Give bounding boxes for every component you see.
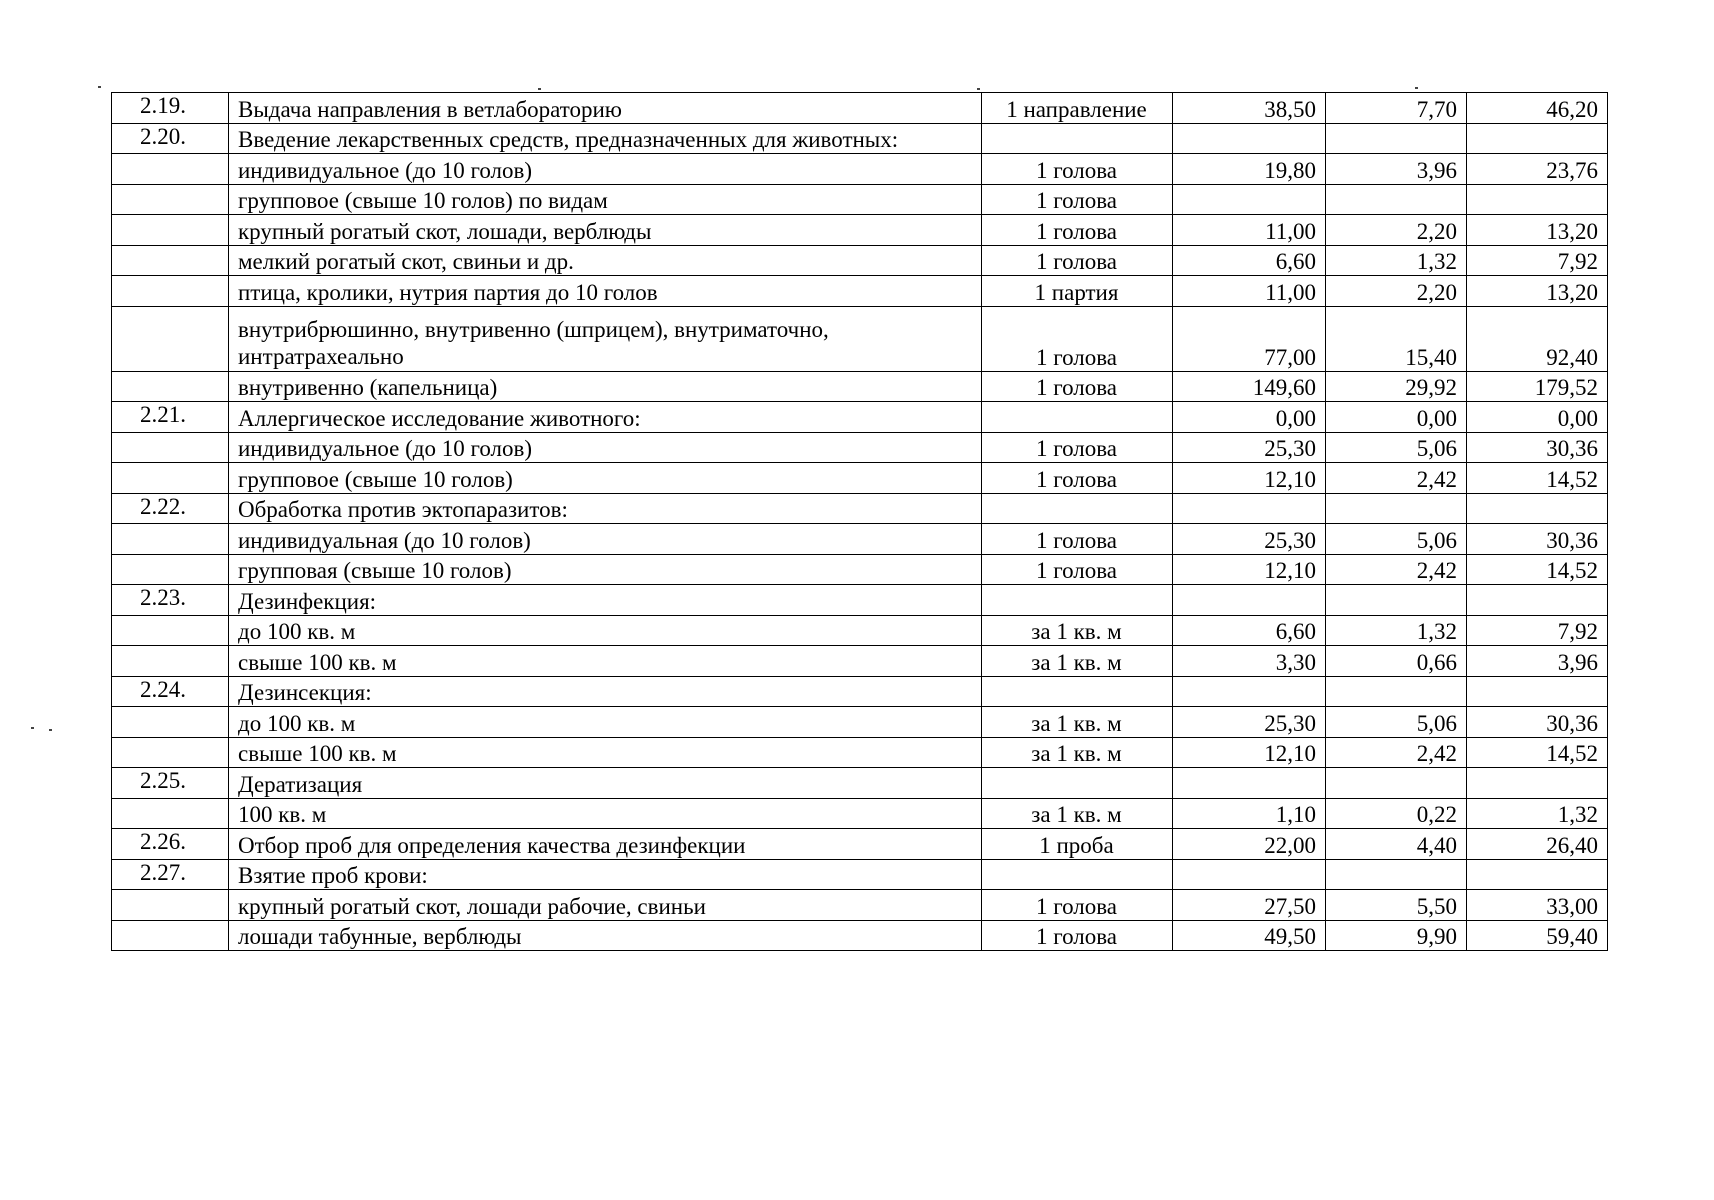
service-description: внутрибрюшинно, внутривенно (шприцем), внутриматочно, интратрахеально [229, 306, 982, 371]
unit-of-measure [982, 493, 1173, 524]
price-without-vat: 22,00 [1173, 829, 1326, 860]
scan-speck [538, 88, 541, 90]
table-row [112, 524, 1608, 555]
unit-of-measure: 1 голова [982, 524, 1173, 555]
price-with-vat: 14,52 [1467, 737, 1608, 768]
item-number: 2.22. [112, 493, 229, 524]
vat-amount: 0,22 [1326, 798, 1467, 829]
vat-amount: 2,42 [1326, 737, 1467, 768]
table-row [112, 93, 1608, 124]
table-row [112, 215, 1608, 246]
unit-of-measure [982, 859, 1173, 890]
service-description: индивидуальная (до 10 голов) [229, 524, 982, 555]
table-row [112, 432, 1608, 463]
item-number [112, 154, 229, 185]
table-row [112, 402, 1608, 433]
vat-amount: 2,20 [1326, 276, 1467, 307]
price-with-vat: 30,36 [1467, 524, 1608, 555]
price-with-vat: 26,40 [1467, 829, 1608, 860]
price-with-vat [1467, 493, 1608, 524]
item-number [112, 615, 229, 646]
price-without-vat [1173, 184, 1326, 215]
price-with-vat: 0,00 [1467, 402, 1608, 433]
service-description: птица, кролики, нутрия партия до 10 голов [229, 276, 982, 307]
unit-of-measure: 1 голова [982, 890, 1173, 921]
unit-of-measure: за 1 кв. м [982, 646, 1173, 677]
vat-amount: 4,40 [1326, 829, 1467, 860]
item-number [112, 890, 229, 921]
vat-amount: 5,06 [1326, 432, 1467, 463]
service-description: до 100 кв. м [229, 707, 982, 738]
service-description: групповое (свыше 10 голов) по видам [229, 184, 982, 215]
scan-speck [977, 88, 980, 90]
price-without-vat: 12,10 [1173, 737, 1326, 768]
price-without-vat: 6,60 [1173, 245, 1326, 276]
table-row [112, 245, 1608, 276]
vat-amount: 2,20 [1326, 215, 1467, 246]
table-row [112, 920, 1608, 951]
item-number [112, 371, 229, 402]
vat-amount: 9,90 [1326, 920, 1467, 951]
price-without-vat: 149,60 [1173, 371, 1326, 402]
service-description: внутривенно (капельница) [229, 371, 982, 402]
item-number [112, 245, 229, 276]
unit-of-measure: 1 голова [982, 245, 1173, 276]
item-number [112, 276, 229, 307]
table-row [112, 276, 1608, 307]
vat-amount [1326, 493, 1467, 524]
service-description: свыше 100 кв. м [229, 646, 982, 677]
service-description: до 100 кв. м [229, 615, 982, 646]
price-with-vat [1467, 123, 1608, 154]
price-without-vat: 49,50 [1173, 920, 1326, 951]
price-with-vat [1467, 676, 1608, 707]
unit-of-measure: за 1 кв. м [982, 615, 1173, 646]
unit-of-measure [982, 123, 1173, 154]
service-description: 100 кв. м [229, 798, 982, 829]
unit-of-measure: 1 партия [982, 276, 1173, 307]
price-with-vat [1467, 184, 1608, 215]
price-without-vat [1173, 859, 1326, 890]
price-with-vat: 14,52 [1467, 463, 1608, 494]
item-number [112, 646, 229, 677]
service-description: групповая (свыше 10 голов) [229, 554, 982, 585]
price-without-vat: 12,10 [1173, 554, 1326, 585]
unit-of-measure: 1 голова [982, 920, 1173, 951]
price-with-vat: 13,20 [1467, 276, 1608, 307]
price-without-vat: 3,30 [1173, 646, 1326, 677]
table-row [112, 707, 1608, 738]
item-number [112, 432, 229, 463]
price-with-vat: 59,40 [1467, 920, 1608, 951]
price-without-vat: 1,10 [1173, 798, 1326, 829]
item-number [112, 798, 229, 829]
table-row [112, 676, 1608, 707]
table-row [112, 371, 1608, 402]
price-with-vat [1467, 585, 1608, 616]
unit-of-measure: 1 голова [982, 554, 1173, 585]
price-without-vat: 6,60 [1173, 615, 1326, 646]
price-without-vat: 0,00 [1173, 402, 1326, 433]
table-row [112, 859, 1608, 890]
service-description: Взятие проб крови: [229, 859, 982, 890]
table-row [112, 463, 1608, 494]
price-with-vat: 179,52 [1467, 371, 1608, 402]
vat-amount: 5,06 [1326, 707, 1467, 738]
price-without-vat: 77,00 [1173, 306, 1326, 371]
service-description: крупный рогатый скот, лошади, верблюды [229, 215, 982, 246]
price-without-vat: 12,10 [1173, 463, 1326, 494]
item-number: 2.27. [112, 859, 229, 890]
item-number: 2.19. [112, 93, 229, 124]
price-without-vat [1173, 768, 1326, 799]
unit-of-measure: 1 проба [982, 829, 1173, 860]
item-number: 2.21. [112, 402, 229, 433]
table-row [112, 154, 1608, 185]
price-without-vat: 25,30 [1173, 432, 1326, 463]
price-with-vat [1467, 859, 1608, 890]
price-with-vat: 3,96 [1467, 646, 1608, 677]
service-description: Дератизация [229, 768, 982, 799]
table-row [112, 123, 1608, 154]
vat-amount: 29,92 [1326, 371, 1467, 402]
item-number [112, 306, 229, 371]
price-without-vat: 19,80 [1173, 154, 1326, 185]
service-description: крупный рогатый скот, лошади рабочие, свиньи [229, 890, 982, 921]
service-description: индивидуальное (до 10 голов) [229, 154, 982, 185]
unit-of-measure [982, 676, 1173, 707]
price-with-vat: 92,40 [1467, 306, 1608, 371]
vat-amount: 3,96 [1326, 154, 1467, 185]
item-number [112, 920, 229, 951]
unit-of-measure: 1 голова [982, 371, 1173, 402]
vat-amount [1326, 585, 1467, 616]
price-with-vat [1467, 768, 1608, 799]
item-number [112, 554, 229, 585]
table-row [112, 890, 1608, 921]
price-without-vat: 11,00 [1173, 215, 1326, 246]
price-without-vat [1173, 676, 1326, 707]
service-description: свыше 100 кв. м [229, 737, 982, 768]
vat-amount: 7,70 [1326, 93, 1467, 124]
item-number: 2.24. [112, 676, 229, 707]
tariff-table [111, 92, 1608, 951]
scan-speck [31, 727, 34, 729]
unit-of-measure [982, 768, 1173, 799]
price-without-vat [1173, 123, 1326, 154]
vat-amount: 1,32 [1326, 615, 1467, 646]
scan-speck [49, 729, 52, 731]
vat-amount: 1,32 [1326, 245, 1467, 276]
scan-speck [98, 86, 101, 88]
item-number: 2.20. [112, 123, 229, 154]
service-description: индивидуальное (до 10 голов) [229, 432, 982, 463]
price-with-vat: 13,20 [1467, 215, 1608, 246]
unit-of-measure: 1 голова [982, 463, 1173, 494]
table-row [112, 798, 1608, 829]
unit-of-measure: 1 голова [982, 432, 1173, 463]
unit-of-measure: 1 направление [982, 93, 1173, 124]
vat-amount [1326, 184, 1467, 215]
item-number: 2.26. [112, 829, 229, 860]
price-with-vat: 1,32 [1467, 798, 1608, 829]
vat-amount: 5,06 [1326, 524, 1467, 555]
item-number [112, 737, 229, 768]
service-description: Обработка против эктопаразитов: [229, 493, 982, 524]
item-number: 2.25. [112, 768, 229, 799]
table-row [112, 646, 1608, 677]
unit-of-measure: за 1 кв. м [982, 798, 1173, 829]
price-without-vat: 38,50 [1173, 93, 1326, 124]
vat-amount: 0,00 [1326, 402, 1467, 433]
table-row [112, 306, 1608, 371]
tariff-table-body [112, 93, 1608, 951]
vat-amount [1326, 859, 1467, 890]
price-with-vat: 46,20 [1467, 93, 1608, 124]
unit-of-measure [982, 585, 1173, 616]
vat-amount: 0,66 [1326, 646, 1467, 677]
unit-of-measure: 1 голова [982, 184, 1173, 215]
unit-of-measure: 1 голова [982, 215, 1173, 246]
service-description: Введение лекарственных средств, предназначенных для животных: [229, 123, 982, 154]
price-without-vat [1173, 585, 1326, 616]
service-description: Выдача направления в ветлабораторию [229, 93, 982, 124]
table-row [112, 615, 1608, 646]
item-number [112, 707, 229, 738]
unit-of-measure: за 1 кв. м [982, 707, 1173, 738]
service-description: групповое (свыше 10 голов) [229, 463, 982, 494]
price-without-vat: 25,30 [1173, 524, 1326, 555]
unit-of-measure: 1 голова [982, 306, 1173, 371]
vat-amount: 2,42 [1326, 554, 1467, 585]
vat-amount: 2,42 [1326, 463, 1467, 494]
price-with-vat: 7,92 [1467, 615, 1608, 646]
vat-amount: 5,50 [1326, 890, 1467, 921]
item-number [112, 524, 229, 555]
vat-amount: 15,40 [1326, 306, 1467, 371]
unit-of-measure: за 1 кв. м [982, 737, 1173, 768]
table-row [112, 768, 1608, 799]
service-description: Дезинфекция: [229, 585, 982, 616]
unit-of-measure: 1 голова [982, 154, 1173, 185]
service-description: Аллергическое исследование животного: [229, 402, 982, 433]
price-with-vat: 30,36 [1467, 432, 1608, 463]
item-number [112, 463, 229, 494]
item-number [112, 184, 229, 215]
table-row [112, 737, 1608, 768]
unit-of-measure [982, 402, 1173, 433]
price-without-vat: 25,30 [1173, 707, 1326, 738]
vat-amount [1326, 123, 1467, 154]
price-with-vat: 23,76 [1467, 154, 1608, 185]
price-with-vat: 30,36 [1467, 707, 1608, 738]
service-description: лошади табунные, верблюды [229, 920, 982, 951]
item-number [112, 215, 229, 246]
table-row [112, 585, 1608, 616]
scan-speck [1415, 87, 1418, 89]
price-without-vat [1173, 493, 1326, 524]
service-description: мелкий рогатый скот, свиньи и др. [229, 245, 982, 276]
vat-amount [1326, 676, 1467, 707]
vat-amount [1326, 768, 1467, 799]
price-with-vat: 33,00 [1467, 890, 1608, 921]
price-with-vat: 14,52 [1467, 554, 1608, 585]
table-row [112, 184, 1608, 215]
table-row [112, 829, 1608, 860]
price-without-vat: 11,00 [1173, 276, 1326, 307]
table-row [112, 493, 1608, 524]
service-description: Отбор проб для определения качества дезинфекции [229, 829, 982, 860]
service-description: Дезинсекция: [229, 676, 982, 707]
price-with-vat: 7,92 [1467, 245, 1608, 276]
table-row [112, 554, 1608, 585]
item-number: 2.23. [112, 585, 229, 616]
price-without-vat: 27,50 [1173, 890, 1326, 921]
